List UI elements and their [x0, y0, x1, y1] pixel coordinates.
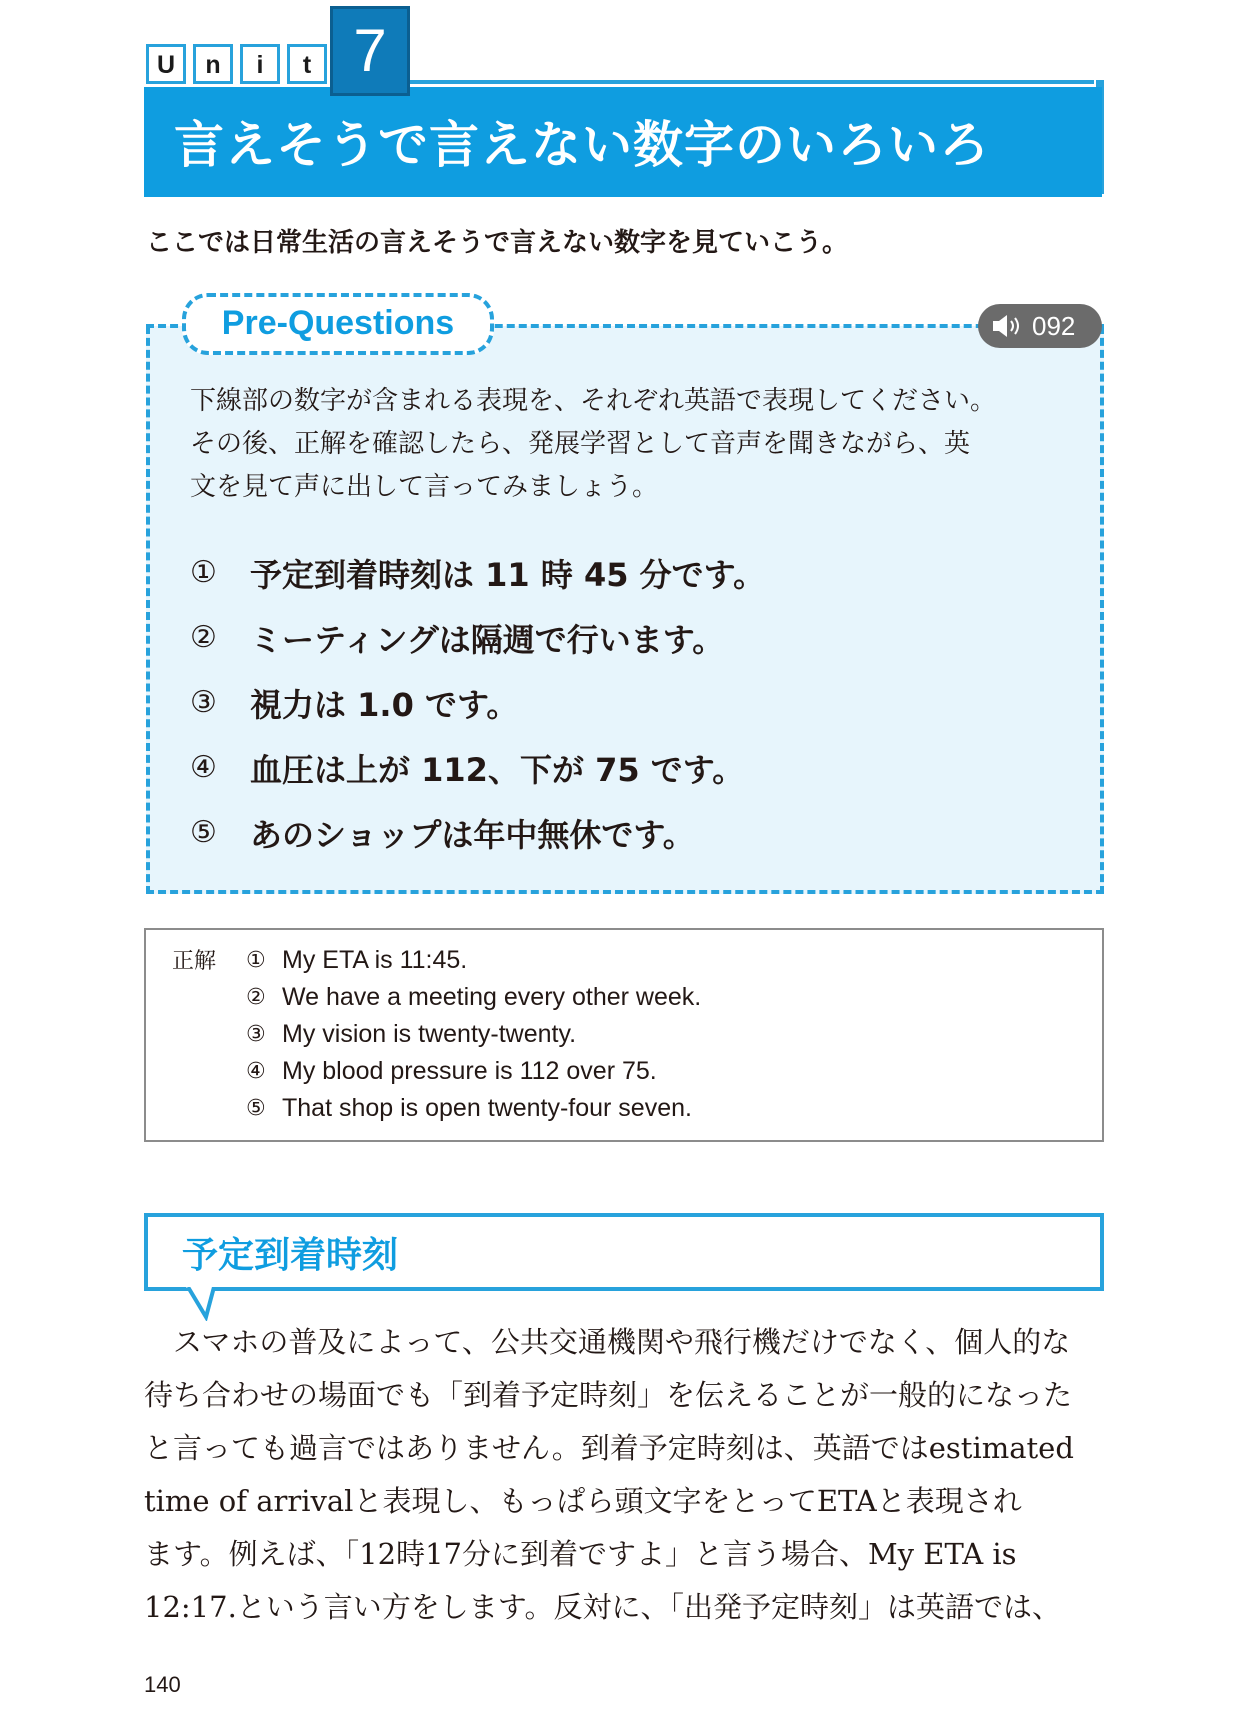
question-text: 血圧は上が 112、下が 75 です。 — [250, 750, 745, 789]
answer-text: My vision is twenty-twenty. — [282, 1020, 577, 1048]
question-text: あのショップは年中無休です。 — [250, 815, 695, 854]
body-line: ます。例えば、「12時17分に到着ですよ」と言う場合、My ETA is — [144, 1537, 1017, 1571]
instruction-line: 文を見て声に出して言ってみましょう。 — [190, 472, 659, 502]
answers-list — [246, 942, 701, 1127]
body-line: と言っても過言ではありません。到着予定時刻は、英語ではestimated — [144, 1431, 1074, 1465]
unit-label — [146, 44, 334, 84]
section-heading-box — [144, 1213, 1104, 1291]
question-item — [190, 800, 1080, 865]
question-number: ⑤ — [190, 815, 217, 850]
question-number: ④ — [190, 750, 217, 785]
answer-text: That shop is open twenty-four seven. — [282, 1094, 692, 1122]
answer-item — [246, 942, 701, 979]
pre-questions-list — [190, 540, 1080, 865]
pre-questions-instructions — [190, 380, 1090, 509]
section-body — [144, 1316, 1108, 1634]
question-text: 予定到着時刻は 11 時 45 分です。 — [250, 555, 766, 594]
unit-letter: t — [287, 44, 327, 84]
answer-number: ③ — [246, 1022, 266, 1047]
question-text: ミーティングは隔週で行います。 — [250, 620, 725, 659]
body-line: 待ち合わせの場面でも「到着予定時刻」を伝えることが一般的になった — [144, 1378, 1073, 1412]
intro-text: ここでは日常生活の言えそうで言えない数字を見ていこう。 — [146, 228, 849, 258]
unit-letter: n — [193, 44, 233, 84]
answers-box — [144, 928, 1104, 1142]
body-line: time of arrivalと表現し、もっぱら頭文字をとってETAと表現され — [144, 1484, 1022, 1518]
unit-rule — [404, 80, 1094, 84]
instruction-line: その後、正解を確認したら、発展学習として音声を聞きながら、英 — [190, 429, 971, 459]
answer-number: ① — [246, 948, 266, 973]
answer-item — [246, 1016, 701, 1053]
answer-number: ④ — [246, 1059, 266, 1084]
question-item — [190, 670, 1080, 735]
answers-label: 正解 — [172, 949, 217, 974]
answer-text: We have a meeting every other week. — [282, 983, 702, 1011]
answer-item — [246, 1090, 701, 1127]
answer-text: My ETA is 11:45. — [282, 946, 468, 974]
question-number: ① — [190, 555, 217, 590]
question-item — [190, 735, 1080, 800]
unit-letter: U — [146, 44, 186, 84]
question-text: 視力は 1.0 です。 — [250, 685, 519, 724]
answer-number: ② — [246, 985, 266, 1010]
audio-track-badge[interactable] — [978, 304, 1102, 348]
answer-number: ⑤ — [246, 1096, 266, 1121]
page-number: 140 — [144, 1672, 181, 1697]
unit-number: 7 — [330, 6, 410, 96]
question-number: ③ — [190, 685, 217, 720]
unit-letter: i — [240, 44, 280, 84]
answer-text: My blood pressure is 112 over 75. — [282, 1057, 657, 1085]
question-number: ② — [190, 620, 217, 655]
section-title: 予定到着時刻 — [182, 1235, 399, 1276]
answer-item — [246, 1053, 701, 1090]
unit-title: 言えそうで言えない数字のいろいろ — [174, 116, 990, 174]
answer-item — [246, 979, 701, 1016]
body-line: 12:17.という言い方をします。反対に、「出発予定時刻」は英語では、 — [144, 1590, 1061, 1624]
question-item — [190, 605, 1080, 670]
speaker-icon — [992, 313, 1026, 339]
unit-title-bar — [144, 87, 1102, 197]
pre-questions-tab: Pre-Questions — [182, 293, 494, 355]
instruction-line: 下線部の数字が含まれる表現を、それぞれ英語で表現してください。 — [190, 386, 997, 416]
question-item — [190, 540, 1080, 605]
audio-track-number: 092 — [1032, 311, 1076, 341]
body-line: スマホの普及によって、公共交通機関や飛行機だけでなく、個人的な — [144, 1325, 1071, 1359]
